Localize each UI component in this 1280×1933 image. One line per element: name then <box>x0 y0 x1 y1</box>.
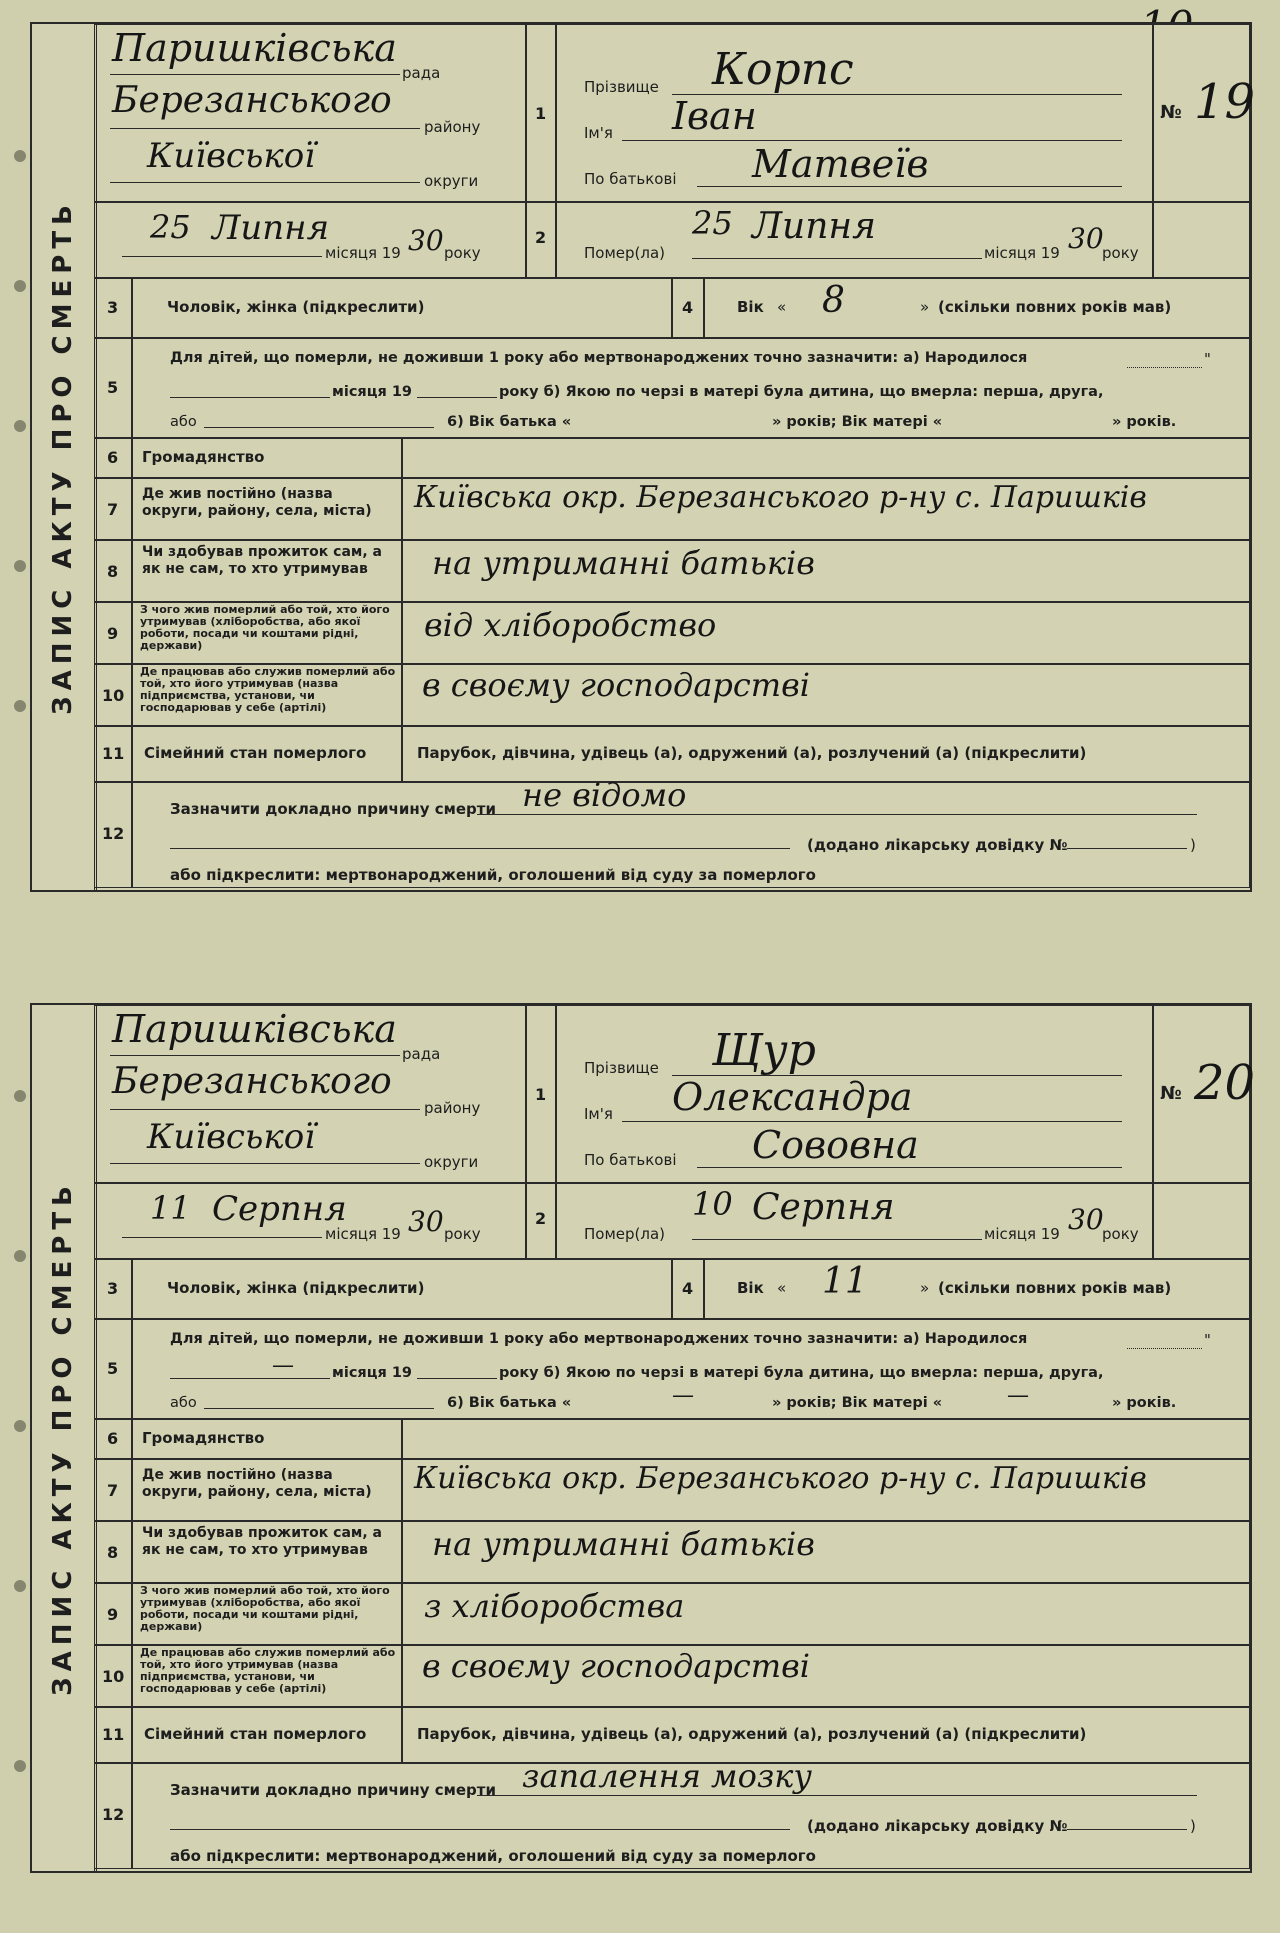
income-source-label: З чого жив померлий або той, хто його утримував (хліборобства, або якої роботи, посади чи коштами рідні, держави) <box>140 603 390 652</box>
death-month-handwritten: Липня <box>752 206 876 247</box>
cause-handwritten: запалення мозку <box>522 1757 812 1795</box>
rada-label: рада <box>402 64 441 82</box>
number-label: № <box>1160 102 1182 123</box>
rada-handwritten: Паришківська <box>112 1007 397 1051</box>
patronymic-label: По батькові <box>584 1151 677 1169</box>
reg-day-handwritten: 25 <box>150 208 191 246</box>
number-label: № <box>1160 1083 1182 1104</box>
cause-handwritten: не відомо <box>522 776 687 814</box>
surname-label: Прізвище <box>584 1059 659 1077</box>
workplace-label: Де працював або служив померлий або той, хто його утримував (назва підприємства, установи, чи господарював у себе (артілі) <box>140 665 396 714</box>
record-number-handwritten: 20 <box>1194 1055 1256 1111</box>
patronymic-label: По батькові <box>584 170 677 188</box>
stillborn-note: або підкреслити: мертвонароджений, оголошений від суду за померлого <box>170 866 816 884</box>
death-label: Помер(ла) <box>584 244 666 262</box>
residence-label: Де жив постійно (назва округи, району, села, міста) <box>142 486 372 519</box>
marital-status-options: Парубок, дівчина, удівець (а), одружений (а), розлучений (а) (підкреслити) <box>417 1725 1087 1743</box>
workplace-handwritten: в своєму господарстві <box>422 1647 810 1685</box>
name-handwritten: Олександра <box>672 1075 913 1119</box>
rayon-label: району <box>424 118 481 136</box>
cause-label: Зазначити докладно причину смерти <box>170 1781 496 1799</box>
reg-month-handwritten: Липня <box>212 208 330 248</box>
rayon-handwritten: Березанського <box>112 1061 392 1102</box>
patronymic-handwritten: Сововна <box>752 1123 919 1167</box>
death-label: Помер(ла) <box>584 1225 666 1243</box>
age-label: Вік <box>737 298 764 316</box>
okruga-label: округи <box>424 1153 479 1171</box>
sex-label: Чоловік, жінка (підкреслити) <box>167 298 425 316</box>
surname-handwritten: Щур <box>712 1025 816 1076</box>
age-label: Вік <box>737 1279 764 1297</box>
livelihood-handwritten: на утриманні батьків <box>432 1525 815 1563</box>
name-label: Ім'я <box>584 124 613 142</box>
cause-label: Зазначити докладно причину смерти <box>170 800 496 818</box>
livelihood-label: Чи здобував прожиток сам, а як не сам, то хто утримував <box>142 544 382 577</box>
rada-handwritten: Паришківська <box>112 26 397 70</box>
livelihood-handwritten: на утриманні батьків <box>432 544 815 582</box>
okruga-handwritten: Київської <box>147 136 316 176</box>
death-day-handwritten: 10 <box>692 1185 733 1223</box>
name-label: Ім'я <box>584 1105 613 1123</box>
surname-handwritten: Корпс <box>712 44 854 95</box>
card-spine <box>32 24 97 890</box>
rada-label: рада <box>402 1045 441 1063</box>
okruga-handwritten: Київської <box>147 1117 316 1157</box>
workplace-handwritten: в своєму господарстві <box>422 666 810 704</box>
death-record-card-1: ЗАПИС АКТУ ПРО СМЕРТЬ Паришківська рада Березанського району Київської округи 1 Прізвище Корпс Ім'я Іван По батькові Матвеїв № 19 25 Липня місяця 19 30 року 2 Помер(ла) 25 Липня місяця 19 30 року 3 Чоловік, жінка (підкреслити) 4 Вік « 8 » (скільки повних років мав) 5 Для дітей, що померли, не доживши 1 року або мертвонароджених точно зазначити: а) Народилося " місяця 19 року б) Якою по черзі в матері була дитина, що вмерла: перша, друга, або 6) Вік батька « » років; Вік матері « » років. 6 Громадянство 7 Де жив постійно (назва округи, району, села, міста) Київська окр. Березанського р-ну с. Паришків 8 Чи здобував прожиток сам, а як не сам, то хто утримував на утриманні батьків 9 З чого жив померлий або той, хто його утримував (хліборобства, або якої роботи, посади чи коштами рідні, держави) від хліборобство 10 Де працював або служив померлий або той, хто його утримував (назва підприємства, установи, чи господарював у себе (артілі) в своєму господарстві 11 Сімейний стан померлого Парубок, дівчина, удівець (а), одружений (а), розлучений (а) (підкреслити) 12 Зазначити докладно причину смерти не відомо (додано лікарську довідку № ) або підкреслити: мертвонароджений, оголошений від суду за померлого <box>30 22 1252 892</box>
income-source-handwritten: від хліборобство <box>424 606 717 644</box>
stillborn-note: або підкреслити: мертвонароджений, оголошений від суду за померлого <box>170 1847 816 1865</box>
death-day-handwritten: 25 <box>692 204 733 242</box>
residence-handwritten: Київська окр. Березанського р-ну с. Паришків <box>414 480 1147 515</box>
citizenship-value-cell <box>402 438 1250 478</box>
reg-month-handwritten: Серпня <box>212 1189 347 1229</box>
card-spine <box>32 1005 97 1871</box>
rayon-handwritten: Березанського <box>112 80 392 121</box>
income-source-handwritten: з хліборобства <box>424 1587 685 1625</box>
livelihood-label: Чи здобував прожиток сам, а як не сам, то хто утримував <box>142 1525 382 1558</box>
death-month-handwritten: Серпня <box>752 1187 895 1228</box>
patronymic-handwritten: Матвеїв <box>752 142 929 186</box>
citizenship-label: Громадянство <box>142 448 265 466</box>
marital-status-label: Сімейний стан померлого <box>144 744 367 762</box>
residence-handwritten: Київська окр. Березанського р-ну с. Паришків <box>414 1461 1147 1496</box>
okruga-label: округи <box>424 172 479 190</box>
residence-label: Де жив постійно (назва округи, району, села, міста) <box>142 1467 372 1500</box>
age-handwritten: 11 <box>822 1261 868 1302</box>
income-source-label: З чого жив померлий або той, хто його утримував (хліборобства, або якої роботи, посади чи коштами рідні, держави) <box>140 1584 390 1633</box>
marital-status-label: Сімейний стан померлого <box>144 1725 367 1743</box>
reg-day-handwritten: 11 <box>150 1189 191 1227</box>
citizenship-label: Громадянство <box>142 1429 265 1447</box>
record-number-handwritten: 19 <box>1194 74 1256 130</box>
rayon-label: району <box>424 1099 481 1117</box>
sex-label: Чоловік, жінка (підкреслити) <box>167 1279 425 1297</box>
citizenship-value-cell <box>402 1419 1250 1459</box>
marital-status-options: Парубок, дівчина, удівець (а), одружений (а), розлучений (а) (підкреслити) <box>417 744 1087 762</box>
death-record-card-2: ЗАПИС АКТУ ПРО СМЕРТЬ Паришківська рада Березанського району Київської округи 1 Прізвище Щур Ім'я Олександра По батькові Сововна № 20 11 Серпня місяця 19 30 року 2 Помер(ла) 10 Серпня місяця 19 30 року 3 Чоловік, жінка (підкреслити) 4 Вік « 11 » (скільки повних років мав) 5 Для дітей, що померли, не доживши 1 року або мертвонароджених точно зазначити: а) Народилося " місяця 19 року б) Якою по черзі в матері була дитина, що вмерла: перша, друга, або 6) Вік батька « » років; Вік матері « » років. — — — 6 Громадянство 7 Де жив постійно (назва округи, району, села, міста) Київська окр. Березанського р-ну с. Паришків 8 Чи здобував прожиток сам, а як не сам, то хто утримував на утриманні батьків 9 З чого жив померлий або той, хто його утримував (хліборобства, або якої роботи, посади чи коштами рідні, держави) з хліборобства 10 Де працював або служив померлий або той, хто його утримував (назва підприємства, установи, чи господарював у себе (артілі) в своєму господарстві 11 Сімейний стан померлого Парубок, дівчина, удівець (а), одружений (а), розлучений (а) (підкреслити) 12 Зазначити докладно причину смерти запалення мозку (додано лікарську довідку № ) або підкреслити: мертвонароджений, оголошений від суду за померлого <box>30 1003 1252 1873</box>
spine-title: ЗАПИС АКТУ ПРО СМЕРТЬ <box>48 199 78 715</box>
name-handwritten: Іван <box>672 94 757 138</box>
spine-title: ЗАПИС АКТУ ПРО СМЕРТЬ <box>48 1180 78 1696</box>
workplace-label: Де працював або служив померлий або той, хто його утримував (назва підприємства, установи, чи господарював у себе (артілі) <box>140 1646 396 1695</box>
age-handwritten: 8 <box>822 280 845 321</box>
surname-label: Прізвище <box>584 78 659 96</box>
